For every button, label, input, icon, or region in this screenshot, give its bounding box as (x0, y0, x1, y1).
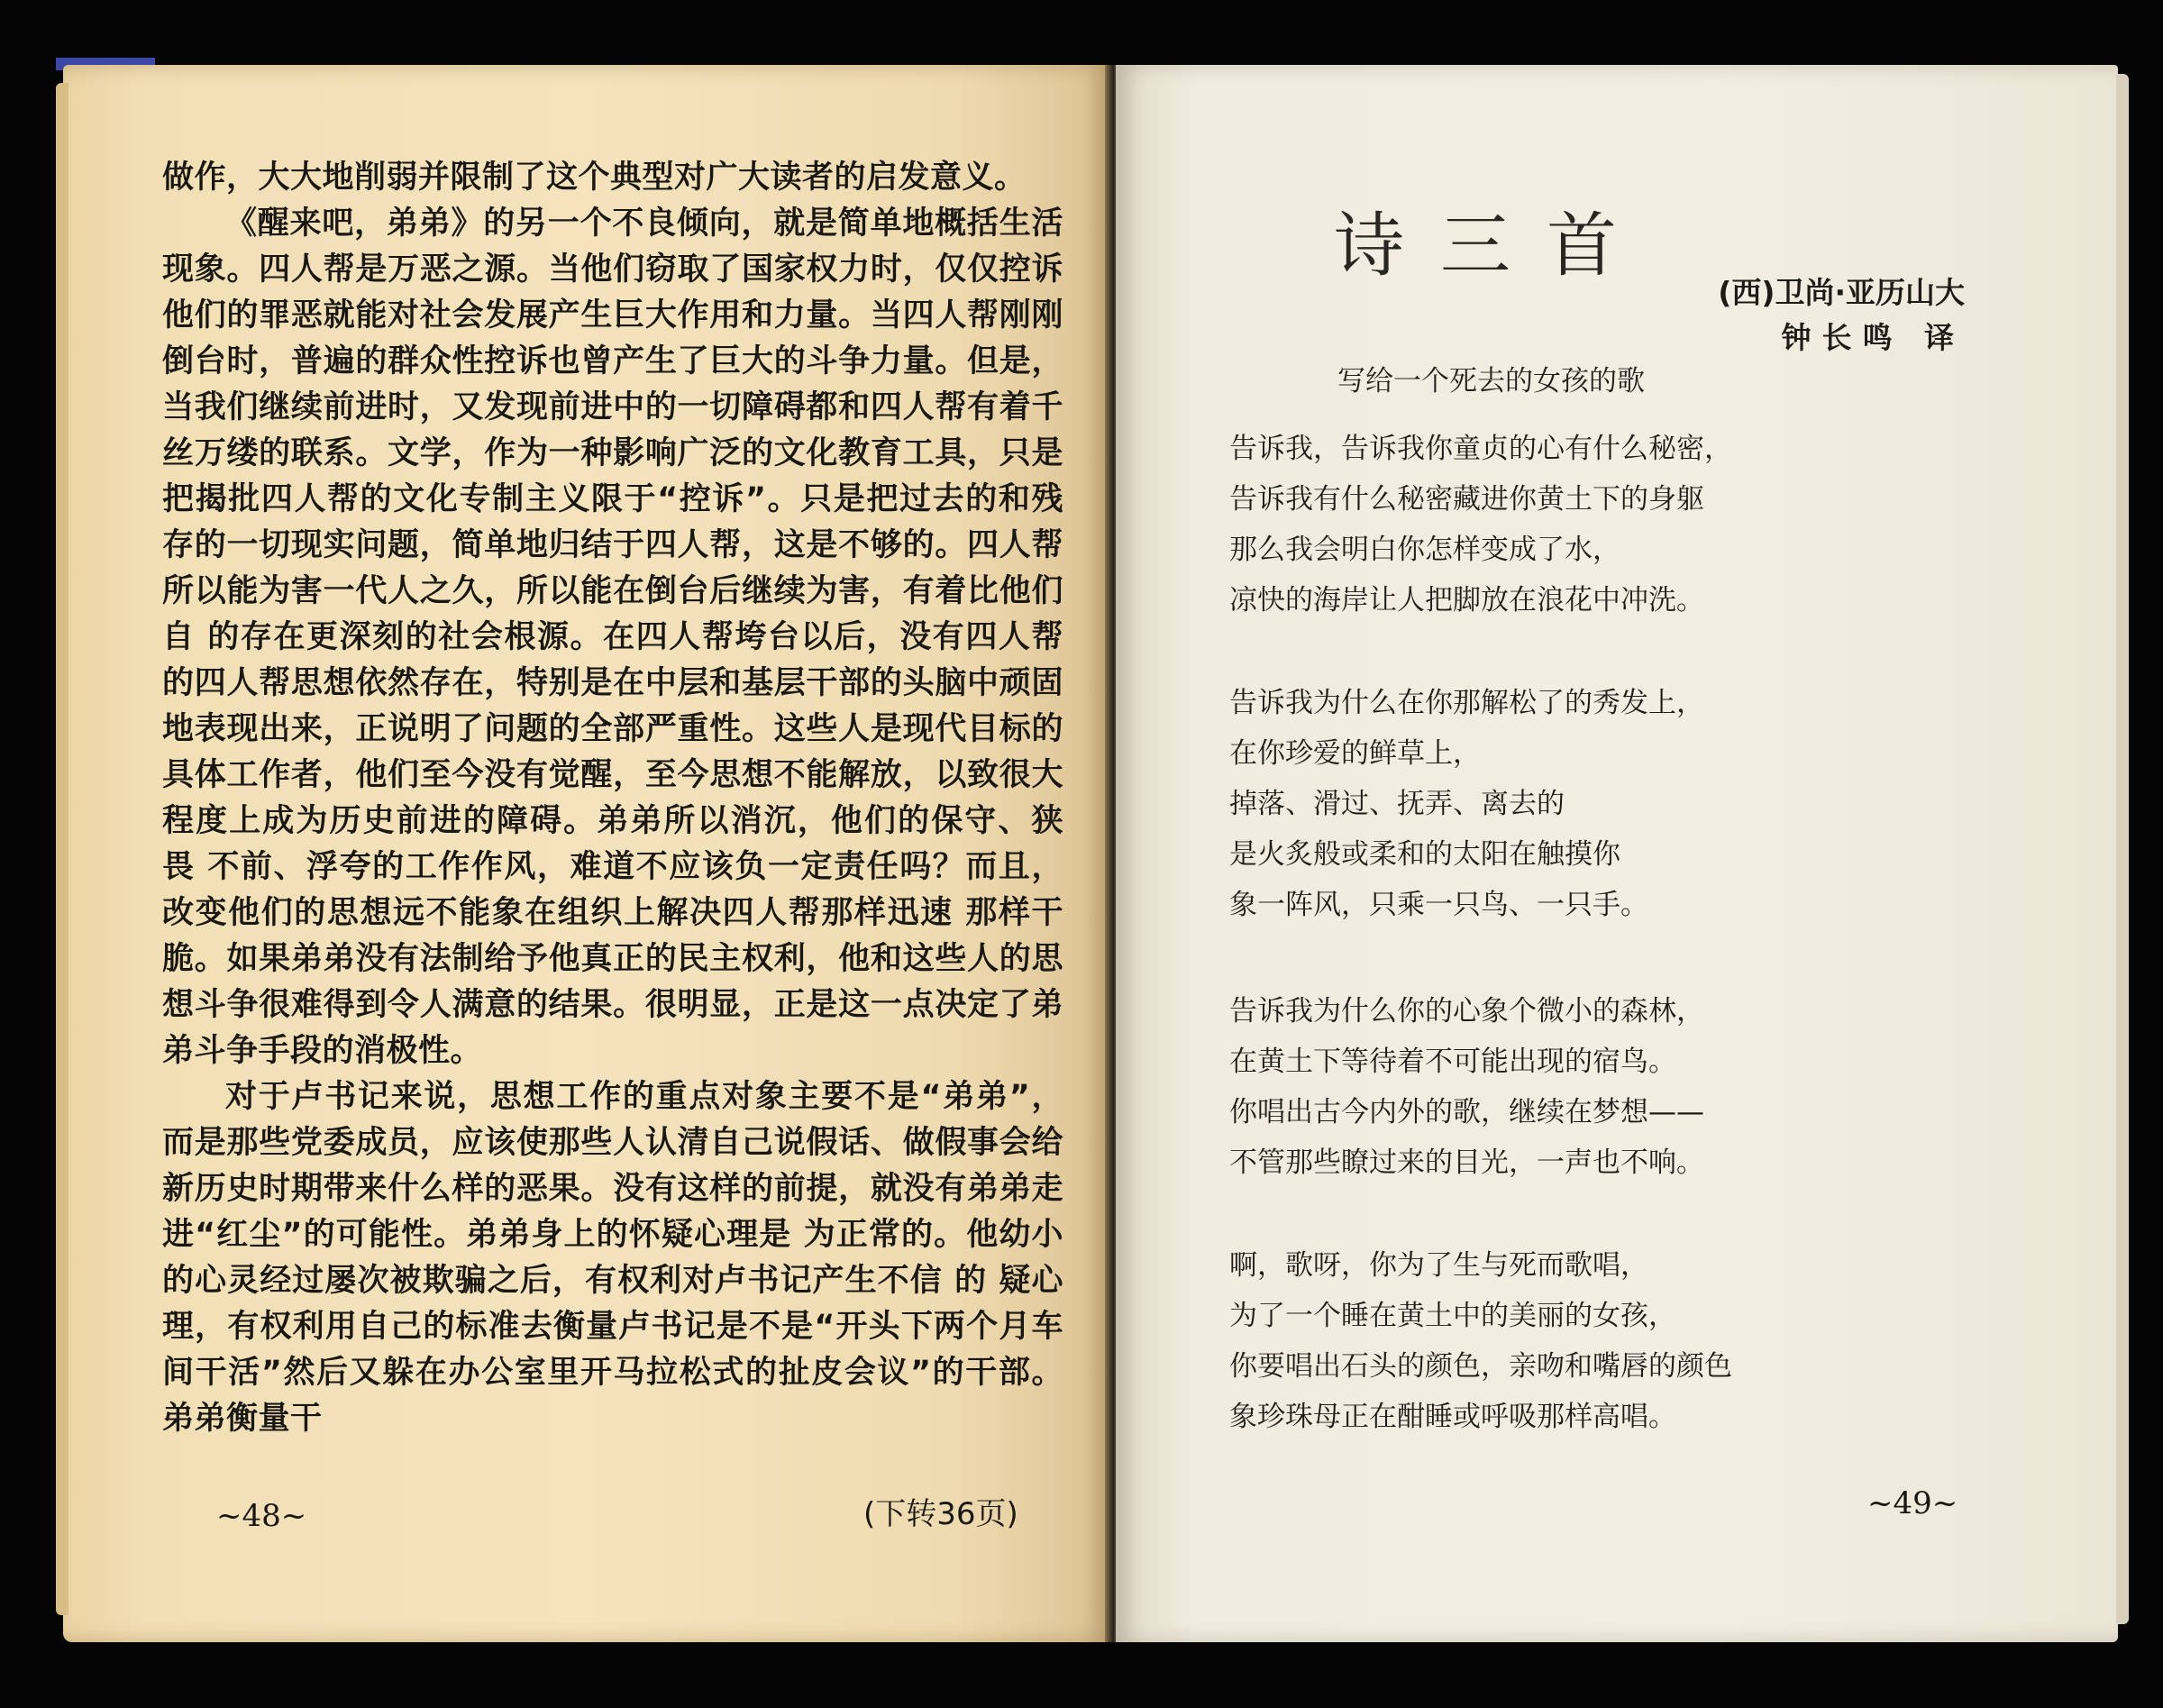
verse-line: 是火炙般或柔和的太阳在触摸你 (1229, 838, 1620, 871)
stanza-4 (1229, 1240, 2022, 1442)
verse-line: 在黄土下等待着不可能出现的宿鸟。 (1229, 1046, 1676, 1078)
verse-line: 你唱出古今内外的歌，继续在梦想—— (1229, 1096, 1704, 1128)
byline (1718, 270, 1965, 361)
stanza-3 (1229, 986, 2022, 1188)
poem-collection-title: 诗三首 (1334, 206, 1654, 287)
verse-line: 啊，歌呀，你为了生与死而歌唱， (1229, 1249, 1648, 1282)
verse-line: 凉快的海岸让人把脚放在浪花中冲洗。 (1229, 584, 1704, 617)
verse-line: 象珍珠母正在酣睡或呼吸那样高唱。 (1229, 1401, 1676, 1433)
right-page-number: ~49~ (1867, 1485, 1958, 1521)
continued-note: (下转36页) (863, 1496, 1018, 1532)
verse-line: 象一阵风，只乘一只鸟、一只手。 (1229, 889, 1648, 921)
verse-line: 那么我会明白你怎样变成了水， (1229, 534, 1620, 566)
verse-line: 你要唱出石头的颜色，亲吻和嘴唇的颜色 (1229, 1350, 1732, 1383)
verse-line: 告诉我为什么你的心象个微小的森林， (1229, 995, 1704, 1028)
verse-line: 为了一个睡在黄土中的美丽的女孩， (1229, 1300, 1676, 1332)
verse-line: 告诉我为什么在你那解松了的秀发上， (1229, 687, 1704, 719)
verse-line: 不管那些瞭过来的目光，一声也不响。 (1229, 1146, 1704, 1179)
paragraph-1: 做作，大大地削弱并限制了这个典型对广大读者的启发意义。 (162, 160, 1027, 196)
verse-line: 告诉我，告诉我你童贞的心有什么秘密， (1229, 433, 1732, 465)
stanza-1 (1229, 424, 2022, 626)
paragraph-3: 对于卢书记来说，思想工作的重点对象主要不是“弟弟”，而是那些党委成员，应该使那些人认清自己说假话、做假事会给新历史时期带来什么样的恶果。没有这样的前提，就没有弟弟走进“红尘”的可能性。弟弟身上的怀疑心理是 为正常的。他幼小的心灵经过屡次被欺骗之后，有权利对卢书记产生不信 的 疑心理，有权利用自己的标准去衡量卢书记是不是“开头下两个月车间干活”然后又躲在办公室里开马拉松式的扯皮会议”的干部。弟弟衡量干 (162, 1079, 1063, 1437)
left-page-body (162, 155, 1063, 1442)
author-name: (西)卫尚·亚历山大 (1718, 275, 1965, 310)
poem-title: 写给一个死去的女孩的歌 (1337, 365, 1645, 397)
paragraph-2: 《醒来吧，弟弟》的另一个不良倾向，就是简单地概括生活现象。四人帮是万恶之源。当他们窃取了国家权力时，仅仅控诉他们的罪恶就能对社会发展产生巨大作用和力量。当四人帮刚刚倒台时，普遍的群众性控诉也曾产生了巨大的斗争力量。但是，当我们继续前进时，又发现前进中的一切障碍都和四人帮有着千丝万缕的联系。文学，作为一种影响广泛的文化教育工具，只是把揭批四人帮的文化专制主义限于“控诉”。只是把过去的和残存的一切现实问题，简单地归结于四人帮，这是不够的。四人帮所以能为害一代人之久，所以能在倒台后继续为害，有着比他们自 的存在更深刻的社会根源。在四人帮垮台以后，没有四人帮的四人帮思想依然存在，特别是在中层和基层干部的头脑中顽固地表现出来，正说明了问题的全部严重性。这些人是现代目标的具体工作者，他们至今没有觉醒，至今思想不能解放，以致很大程度上成为历史前进的障碍。弟弟所以消沉，他们的保守、狭 畏 不前、浮夸的工作作风，难道不应该负一定责任吗？而且，改变他们的思想远不能象在组织上解决四人帮那样迅速 那样干脆。如果弟弟没有法制给予他真正的民主权利，他和这些人的思想斗争很难得到令人满意的结果。很明显，正是这一点决定了弟弟斗争手段的消极性。 (162, 206, 1064, 1069)
verse-line: 告诉我有什么秘密藏进你黄土下的身躯 (1229, 483, 1704, 516)
verse-line: 在你珍爱的鲜草上， (1229, 737, 1481, 770)
stanza-2 (1229, 678, 2022, 930)
verse-line: 掉落、滑过、抚弄、离去的 (1229, 788, 1565, 820)
translator-name: 钟长鸣 译 (1781, 320, 1965, 355)
left-page-number: ~48~ (216, 1498, 307, 1534)
